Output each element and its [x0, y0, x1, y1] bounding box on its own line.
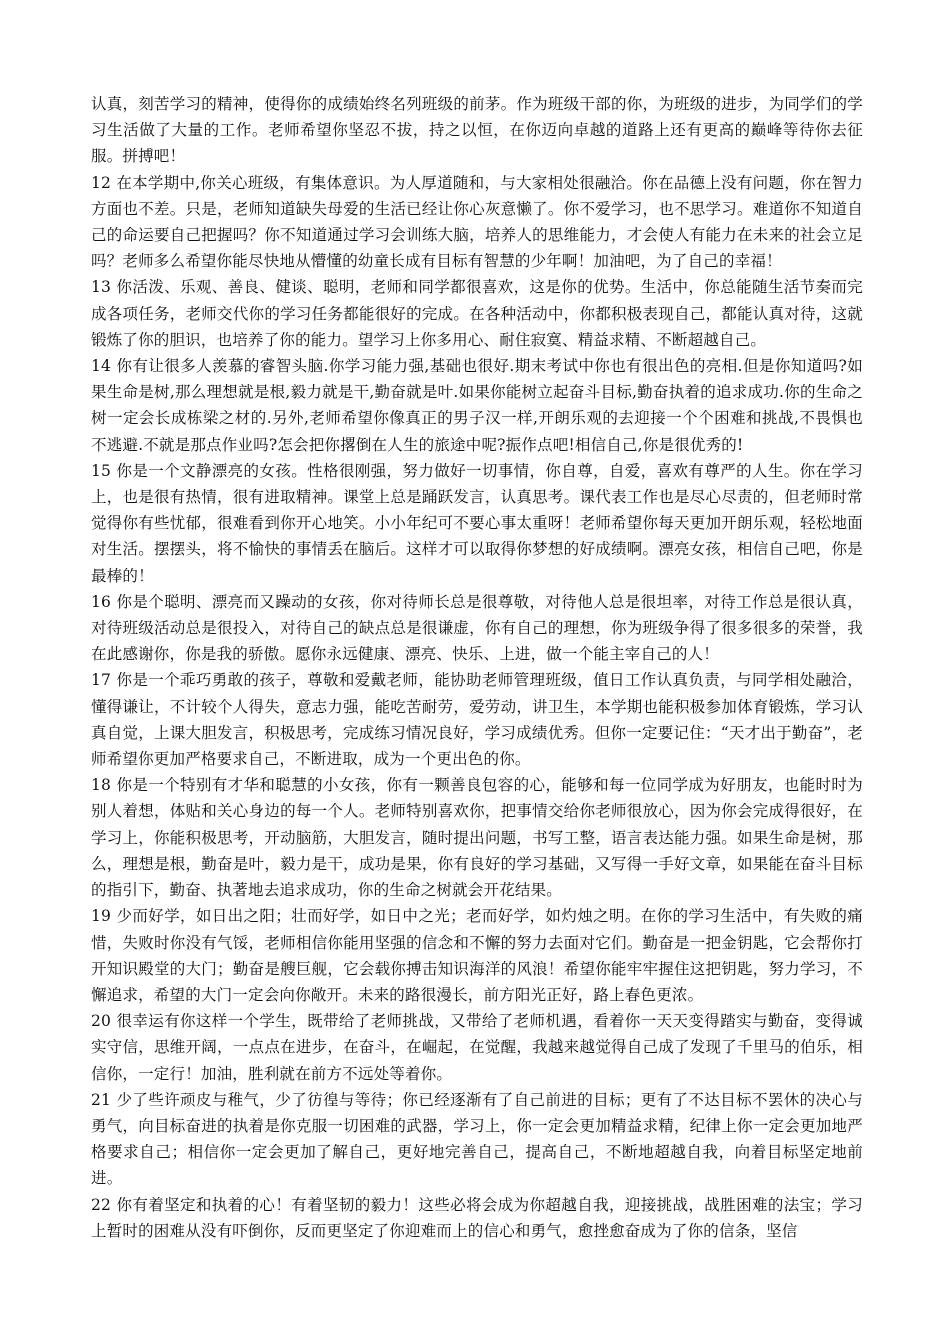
- paragraph-comment-17: 17 你是一个乖巧勇敢的孩子，尊敬和爱戴老师，能协助老师管理班级，值日工作认真负责，与同学相处融洽，懂得谦让，不计较个人得失，意志力强，能吃苦耐劳，爱劳动，讲卫生，本学期也能积极参加体育锻炼，学习认真自觉，上课大胆发言，积极思考，完成练习情况良好，学习成绩优秀。但你一定要记住：“天才出于勤奋”，老师希望你更加严格要求自己，不断进取，成为一个更出色的你。: [91, 671, 863, 769]
- paragraph-comment-13: 13 你活泼、乐观、善良、健谈、聪明，老师和同学都很喜欢，这是你的优势。生活中，你总能随生活节奏而完成各项任务，老师交代你的学习任务都能很好的完成。在各种活动中，你都积极表现自己，都能认真对待，这就锻炼了你的胆识，也培养了你的能力。望学习上你多用心、耐住寂寞、精益求精、不断超越自己。: [91, 278, 863, 349]
- document-page: [91, 91, 863, 1244]
- paragraph-comment-14: 14 你有让很多人羡慕的睿智头脑.你学习能力强,基础也很好.期末考试中你也有很出色的亮相.但是你知道吗?如果生命是树,那么理想就是根,毅力就是干,勤奋就是叶.如果你能树立起奋斗目标,勤奋执着的追求成功.你的生命之树一定会长成栋梁之材的.另外,老师希望你像真正的男子汉一样,开朗乐观的去迎接一个个困难和挑战,不畏惧也不逃避.不就是那点作业吗?怎会把你撂倒在人生的旅途中呢?振作点吧!相信自己,你是很优秀的!: [91, 357, 863, 454]
- paragraph-comment-18: 18 你是一个特别有才华和聪慧的小女孩，你有一颗善良包容的心，能够和每一位同学成为好朋友，也能时时为别人着想，体贴和关心身边的每一个人。老师特别喜欢你，把事情交给你老师很放心，因为你会完成得很好，在学习上，你能积极思考，开动脑筋，大胆发言，随时提出问题，书写工整，语言表达能力强。如果生命是树，那么，理想是根，勤奋是叶，毅力是干，成功是果，你有良好的学习基础，又写得一手好文章，如果能在奋斗目标的指引下，勤奋、执著地去追求成功，你的生命之树就会开花结果。: [91, 776, 863, 900]
- paragraph-comment-15: 15 你是一个文静漂亮的女孩。性格很刚强，努力做好一切事情，你自尊，自爱，喜欢有尊严的人生。你在学习上，也是很有热情，很有进取精神。课堂上总是踊跃发言，认真思考。课代表工作也是尽心尽责的，但老师时常觉得你有些忧郁，很难看到你开心地笑。小小年纪可不要心事太重呀！老师希望你每天更加开朗乐观，轻松地面对生活。摆摆头，将不愉快的事情丢在脑后。这样才可以取得你梦想的好成绩啊。漂亮女孩，相信自己吧，你是最棒的！: [91, 461, 863, 585]
- paragraph-comment-12: 12 在本学期中,你关心班级，有集体意识。为人厚道随和，与大家相处很融洽。你在品德上没有问题，你在智力方面也不差。只是，老师知道缺失母爱的生活已经让你心灰意懒了。你不爱学习，也不思学习。难道你不知道自己的命运要自己把握吗？你不知道通过学习会训练大脑，培养人的思维能力，才会使人有能力在未来的社会立足吗？老师多么希望你能尽快地从懵懂的幼童长成有目标有智慧的少年啊！加油吧，为了自己的幸福！: [91, 173, 863, 271]
- paragraph-comment-22: 22 你有着坚定和执着的心！有着坚韧的毅力！这些必将会成为你超越自我，迎接挑战，战胜困难的法宝；学习上暂时的困难从没有吓倒你，反而更坚定了你迎难而上的信心和勇气，愈挫愈奋成为了你的信条，坚信: [91, 1195, 863, 1240]
- paragraph-comment-16: 16 你是个聪明、漂亮而又躁动的女孩，你对待师长总是很尊敬，对待他人总是很坦率，对待工作总是很认真，对待班级活动总是很投入，对待自己的缺点总是很谦虚，你有自己的理想，你为班级争得了很多很多的荣誉，我在此感谢你，你是我的骄傲。愿你永远健康、漂亮、快乐、上进，做一个能主宰自己的人！: [91, 592, 863, 664]
- paragraph-comment-21: 21 少了些许顽皮与稚气，少了彷徨与等待；你已经逐渐有了自己前进的目标；更有了不达目标不罢休的决心与勇气，向目标奋进的执着是你克服一切困难的武器，学习上，你一定会更加精益求精，纪律上你一定会更加地严格要求自己；相信你一定会更加了解自己，更好地完善自己，提高自己，不断地超越自我，向着目标坚定地前进。: [91, 1090, 863, 1188]
- paragraph-comment-20: 20 很幸运有你这样一个学生，既带给了老师挑战，又带给了老师机遇，看着你一天天变得踏实与勤奋，变得诚实守信，思维开阔，一点点在进步，在奋斗，在崛起，在觉醒，我越来越觉得自己成了发现了千里马的伯乐，相信你，一定行！加油，胜利就在前方不远处等着你。: [91, 1012, 863, 1083]
- paragraph-continuation: 认真，刻苦学习的精神，使得你的成绩始终名列班级的前茅。作为班级干部的你，为班级的进步，为同学们的学习生活做了大量的工作。老师希望你坚忍不拔，持之以恒，在你迈向卓越的道路上还有更高的巅峰等待你去征服。拼搏吧！: [91, 95, 863, 166]
- paragraph-comment-19: 19 少而好学，如日出之阳；壮而好学，如日中之光；老而好学，如灼烛之明。在你的学习生活中，有失败的痛惜，失败时你没有气馁，老师相信你能用坚强的信念和不懈的努力去面对它们。勤奋是一把金钥匙，它会帮你打开知识殿堂的大门；勤奋是艘巨舰，它会载你搏击知识海洋的风浪！希望你能牢牢握住这把钥匙，努力学习，不懈追求，希望的大门一定会向你敞开。未来的路很漫长，前方阳光正好，路上春色更浓。: [91, 907, 863, 1004]
